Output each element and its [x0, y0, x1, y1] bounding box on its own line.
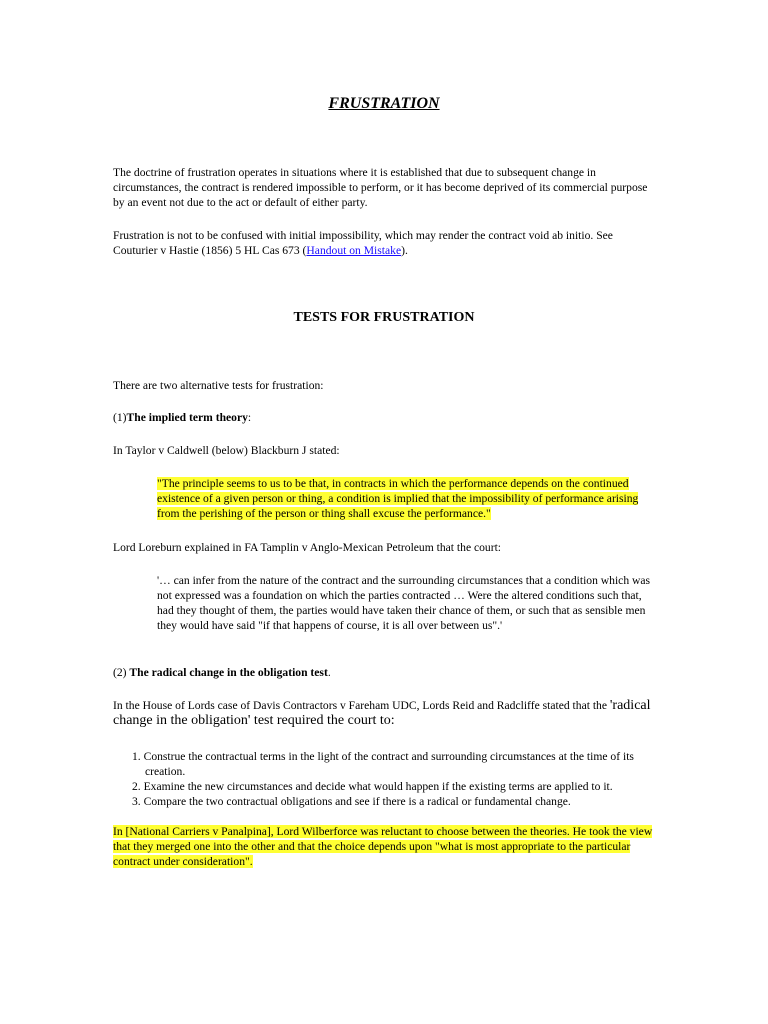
list-item: 1. Construe the contractual terms in the light of the contract and surrounding circumstances at the time of its creation.: [132, 750, 634, 778]
test1-name: The implied term theory: [126, 411, 248, 424]
test2-heading: [113, 665, 658, 680]
taylor-intro: In Taylor v Caldwell (below) Blackburn J stated:: [113, 444, 340, 457]
loreburn-quote: '… can infer from the nature of the contract and the surrounding circumstances that a condition which was not expressed was a foundation on which the parties contracted … Were the altered conditions such that, had they thought of them, the parties would have taken their chance of them, or such that as sensible men they would have said "if that happens of course, it is all over between us".': [157, 574, 651, 632]
section-heading: TESTS FOR FRUSTRATION: [293, 310, 475, 325]
test1-heading: [113, 410, 658, 425]
taylor-quote: [157, 476, 657, 521]
loreburn-intro: Lord Loreburn explained in FA Tamplin v Anglo-Mexican Petroleum that the court:: [113, 541, 502, 554]
test2-number: (2): [113, 666, 130, 679]
initial-impossibility-paragraph: [113, 228, 658, 258]
steps-list: [113, 749, 658, 809]
davis-intro-line2: 'radical change in the obligation' test required the court to:: [113, 698, 651, 728]
national-carriers-text: In [National Carriers v Panalpina], Lord Wilberforce was reluctant to choose between the theories. He took the view that they merged one into the other and that the choice depends upon "what is most appropriate to the particular contract under consideration".: [113, 825, 653, 868]
page-title: FRUSTRATION: [328, 95, 440, 112]
list-item: 2. Examine the new circumstances and decide what would happen if the existing terms are applied to it.: [132, 780, 613, 793]
davis-intro-line1: In the House of Lords case of Davis Contractors v Fareham UDC, Lords Reid and Radcliffe stated that the: [113, 699, 610, 712]
taylor-quote-text: "The principle seems to us to be that, in contracts in which the performance depends on the continued existence of a given person or thing, a condition is implied that the impossibility of performance arising from the perishing of the person or thing shall excuse the performance.": [157, 477, 639, 520]
intro-paragraph: The doctrine of frustration operates in situations where it is established that due to subsequent change in circumstances, the contract is rendered impossible to perform, or it has become deprived of its commercial purpose by an event not due to the act or default of either party.: [113, 166, 648, 209]
national-carriers-paragraph: [113, 824, 658, 869]
initial-impossibility-text: Frustration is not to be confused with initial impossibility, which may render the contract void ab initio. See Couturier v Hastie (1856) 5 HL Cas 673 (: [113, 229, 613, 257]
initial-impossibility-closing: ).: [401, 244, 408, 257]
list-item: 3. Compare the two contractual obligations and see if there is a radical or fundamental change.: [132, 795, 571, 808]
test2-suffix: .: [327, 666, 331, 679]
test2-name: The radical change in the obligation test: [129, 666, 328, 679]
davis-intro: [113, 698, 658, 728]
test1-number: (1): [113, 411, 127, 424]
two-tests-intro: There are two alternative tests for frustration:: [113, 379, 324, 392]
test1-suffix: :: [247, 411, 252, 424]
handout-on-mistake-link[interactable]: Handout on Mistake: [306, 244, 402, 257]
